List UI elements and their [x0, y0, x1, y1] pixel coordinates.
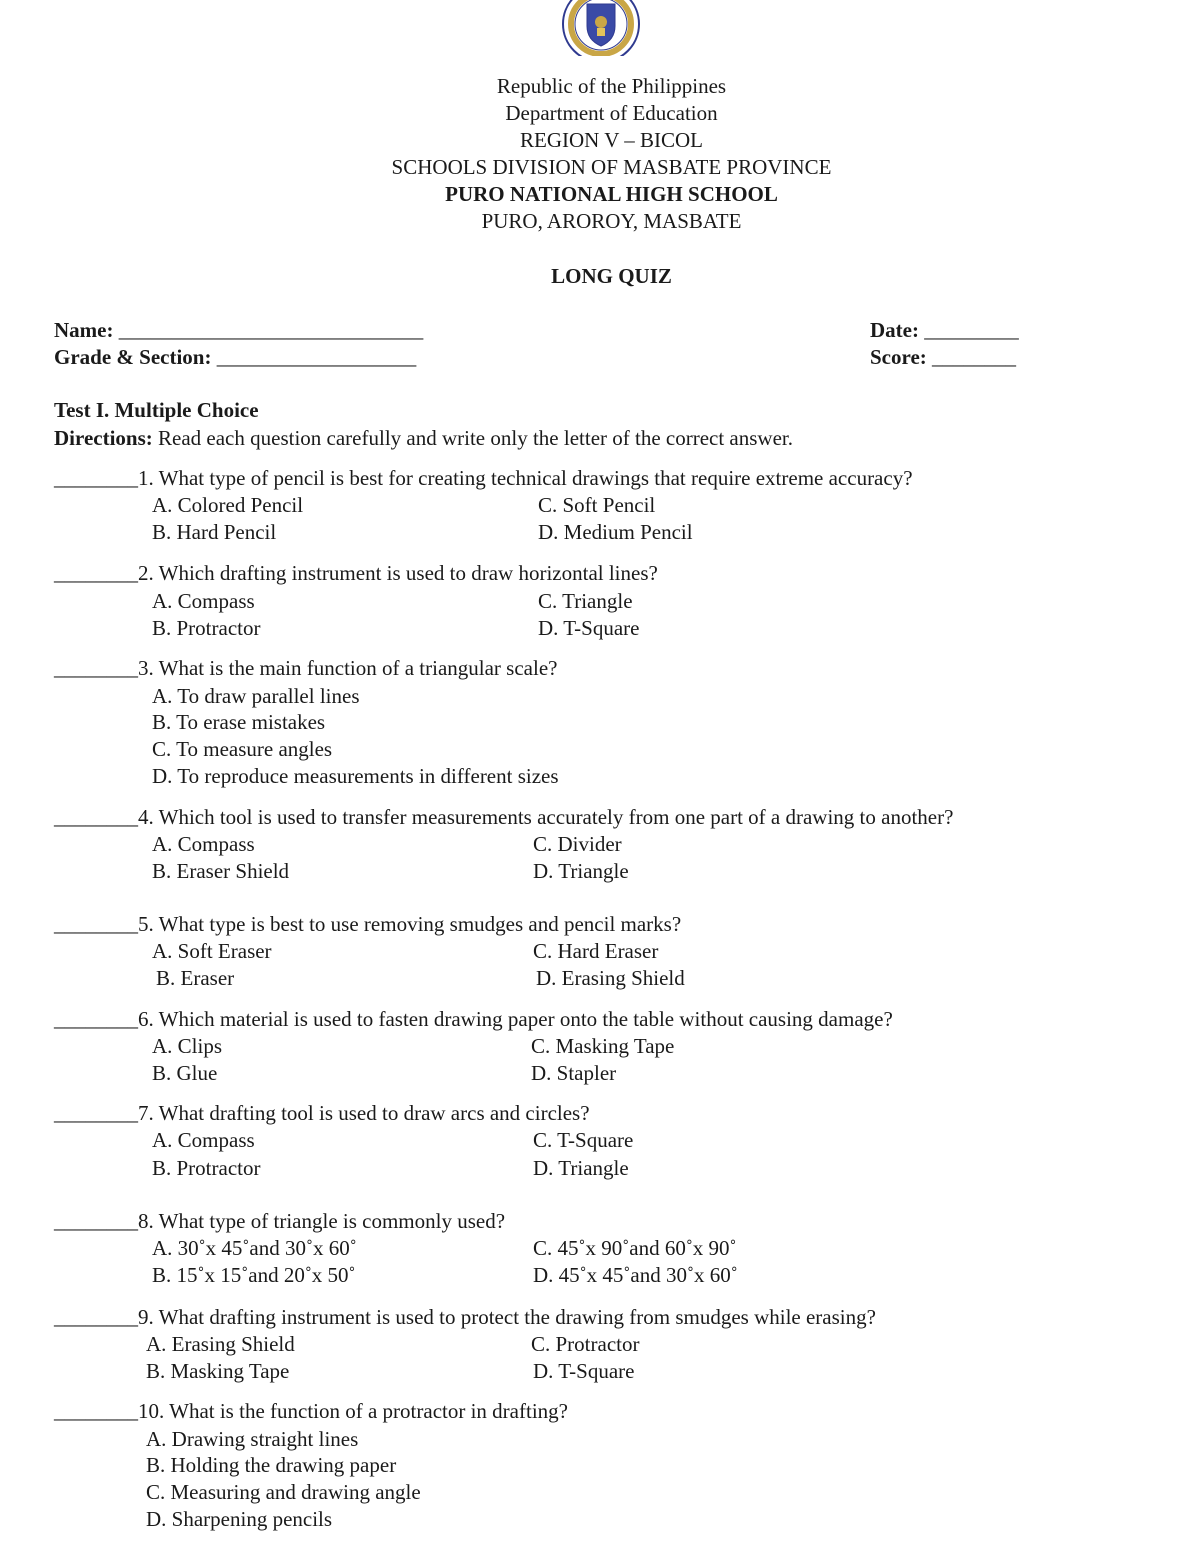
option-b: B. Holding the drawing paper — [146, 1453, 397, 1477]
question-text: 8. What type of triangle is commonly used? — [138, 1209, 506, 1233]
date-label: Date: — [870, 318, 919, 342]
option-a: A. Compass — [152, 1128, 255, 1152]
option-a: A. 30˚x 45˚and 30˚x 60˚ — [152, 1236, 357, 1260]
option-d: D. 45˚x 45˚and 30˚x 60˚ — [533, 1263, 738, 1287]
score-row — [870, 344, 1016, 371]
grade-section-row — [54, 344, 416, 371]
option-a: A. Colored Pencil — [152, 493, 304, 517]
option-c: C. To measure angles — [152, 737, 333, 761]
date-row — [870, 317, 1019, 344]
option-b: B. To erase mistakes — [152, 710, 326, 734]
option-c: C. Protractor — [531, 1332, 640, 1356]
question-text: 9. What drafting instrument is used to protect the drawing from smudges while erasing? — [138, 1305, 876, 1329]
question-9 — [54, 1304, 876, 1331]
answer-blank: ________ — [54, 1209, 138, 1233]
question-text: 10. What is the function of a protractor in drafting? — [138, 1399, 568, 1423]
option-b: B. Masking Tape — [146, 1359, 290, 1383]
question-text: 5. What type is best to use removing smudges and pencil marks? — [138, 912, 682, 936]
option-b: B. Protractor — [152, 1156, 261, 1180]
option-c: C. 45˚x 90˚and 60˚x 90˚ — [533, 1236, 737, 1260]
answer-blank: ________ — [54, 656, 138, 680]
option-d: D. T-Square — [538, 616, 640, 640]
option-b: B. 15˚x 15˚and 20˚x 50˚ — [152, 1263, 356, 1287]
question-10 — [54, 1398, 568, 1425]
score-line: ________ — [932, 345, 1017, 369]
answer-blank: ________ — [54, 561, 138, 585]
question-text: 4. Which tool is used to transfer measurements accurately from one part of a drawing to another? — [138, 805, 954, 829]
option-a: A. Drawing straight lines — [146, 1427, 359, 1451]
question-text: 6. Which material is used to fasten drawing paper onto the table without causing damage? — [138, 1007, 893, 1031]
header-line-region: REGION V – BICOL — [520, 128, 703, 152]
question-text: 3. What is the main function of a triangular scale? — [138, 656, 558, 680]
option-d: D. Medium Pencil — [538, 520, 693, 544]
option-c: C. Hard Eraser — [533, 939, 659, 963]
question-4 — [54, 804, 953, 831]
option-c: C. Soft Pencil — [538, 493, 656, 517]
answer-blank: ________ — [54, 1101, 138, 1125]
option-b: B. Eraser Shield — [152, 859, 290, 883]
score-label: Score: — [870, 345, 927, 369]
option-b: B. Eraser — [156, 966, 235, 990]
option-a: A. Erasing Shield — [146, 1332, 295, 1356]
option-d: D. Sharpening pencils — [146, 1507, 333, 1531]
answer-blank: ________ — [54, 912, 138, 936]
answer-blank: ________ — [54, 1399, 138, 1423]
option-d: D. T-Square — [533, 1359, 635, 1383]
option-b: B. Glue — [152, 1061, 218, 1085]
question-6 — [54, 1006, 893, 1033]
answer-blank: ________ — [54, 466, 138, 490]
deped-seal-logo — [561, 0, 641, 56]
question-5 — [54, 911, 681, 938]
option-c: C. Masking Tape — [531, 1034, 675, 1058]
option-a: A. Compass — [152, 832, 255, 856]
question-7 — [54, 1100, 590, 1127]
option-a: A. To draw parallel lines — [152, 684, 360, 708]
option-c: C. Triangle — [538, 589, 633, 613]
directions-text: Read each question carefully and write only the letter of the correct answer. — [152, 426, 793, 450]
date-line: _________ — [924, 318, 1019, 342]
header-line-republic: Republic of the Philippines — [496, 74, 727, 98]
option-c: C. Divider — [533, 832, 622, 856]
header-line-school: PURO NATIONAL HIGH SCHOOL — [445, 182, 778, 206]
option-d: D. Stapler — [531, 1061, 617, 1085]
header-line-department: Department of Education — [505, 101, 718, 125]
question-text: 7. What drafting tool is used to draw arcs and circles? — [138, 1101, 590, 1125]
question-1 — [54, 465, 913, 492]
grade-section-line: ___________________ — [216, 345, 417, 369]
name-row — [54, 317, 423, 344]
option-b: B. Hard Pencil — [152, 520, 277, 544]
question-8 — [54, 1208, 505, 1235]
header-line-address: PURO, AROROY, MASBATE — [481, 209, 742, 233]
answer-blank: ________ — [54, 1305, 138, 1329]
grade-section-label: Grade & Section: — [54, 345, 212, 369]
question-text: 2. Which drafting instrument is used to draw horizontal lines? — [138, 561, 658, 585]
option-a: A. Compass — [152, 589, 255, 613]
quiz-title: LONG QUIZ — [551, 264, 672, 288]
test-heading: Test I. Multiple Choice — [54, 398, 259, 422]
name-line: _____________________________ — [118, 318, 424, 342]
option-d: D. Triangle — [533, 1156, 629, 1180]
directions-label: Directions: — [54, 426, 153, 450]
option-d: D. To reproduce measurements in different sizes — [152, 764, 559, 788]
option-d: D. Erasing Shield — [536, 966, 685, 990]
answer-blank: ________ — [54, 805, 138, 829]
answer-blank: ________ — [54, 1007, 138, 1031]
name-label: Name: — [54, 318, 114, 342]
header-line-division: SCHOOLS DIVISION OF MASBATE PROVINCE — [391, 155, 832, 179]
option-c: C. T-Square — [533, 1128, 634, 1152]
option-d: D. Triangle — [533, 859, 629, 883]
option-b: B. Protractor — [152, 616, 261, 640]
directions — [54, 425, 793, 452]
question-3 — [54, 655, 557, 682]
question-2 — [54, 560, 658, 587]
option-a: A. Clips — [152, 1034, 223, 1058]
option-a: A. Soft Eraser — [152, 939, 272, 963]
option-c: C. Measuring and drawing angle — [146, 1480, 421, 1504]
question-text: 1. What type of pencil is best for creating technical drawings that require extreme accuracy? — [138, 466, 913, 490]
